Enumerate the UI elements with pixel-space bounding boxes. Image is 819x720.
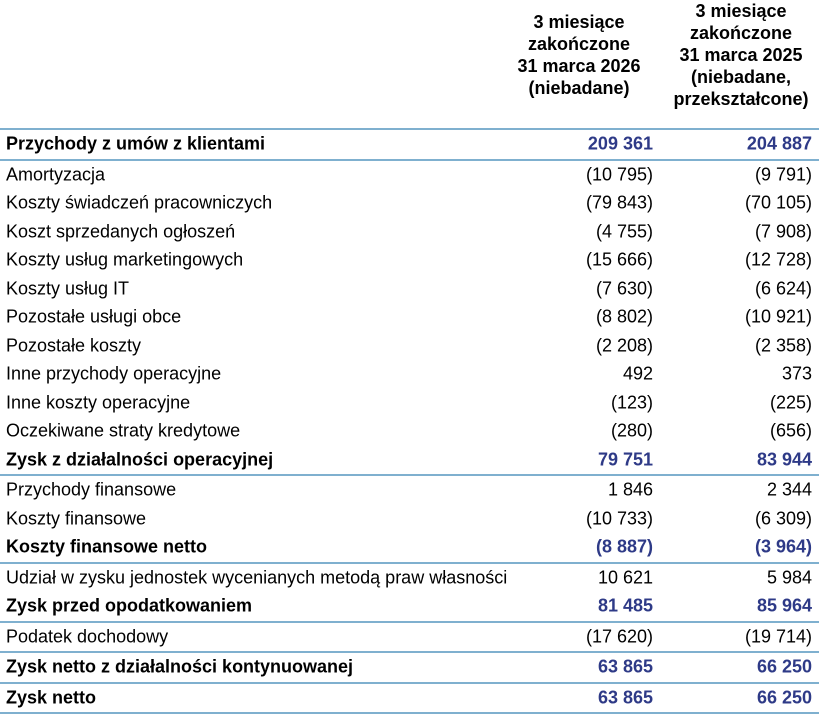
row-label: Inne koszty operacyjne (6, 392, 191, 413)
value-2025: (2 358) (754, 335, 812, 356)
row-label: Przychody z umów z klientami (6, 133, 266, 154)
value-2025: 204 887 (746, 133, 812, 154)
table-row (0, 621, 819, 652)
column-header-line: (niebadane, (690, 67, 792, 87)
row-label: Koszty usług IT (6, 278, 130, 299)
income-statement-table (0, 128, 819, 712)
row-label: Amortyzacja (6, 164, 106, 185)
table-row (0, 389, 819, 418)
value-2025: (7 908) (754, 221, 812, 242)
table-row (0, 332, 819, 361)
table-row (0, 218, 819, 247)
column-header-line: zakończone (527, 34, 631, 54)
value-2025: 5 984 (766, 567, 812, 588)
value-2025: (70 105) (744, 192, 812, 213)
column-header-2025 (662, 0, 819, 110)
value-2026: 209 361 (587, 133, 653, 154)
row-label: Pozostałe koszty (6, 335, 142, 356)
row-label: Koszty świadczeń pracowniczych (6, 192, 273, 213)
row-label: Zysk z działalności operacyjnej (6, 449, 274, 470)
table-row-total (0, 533, 819, 562)
row-label: Koszty finansowe (6, 508, 147, 529)
value-2026: (10 795) (585, 164, 653, 185)
value-2025: (225) (769, 392, 812, 413)
value-2026: 10 621 (597, 567, 653, 588)
row-label: Zysk przed opodatkowaniem (6, 595, 253, 616)
table-row (0, 505, 819, 534)
value-2025: (6 624) (754, 278, 812, 299)
value-2026: (17 620) (585, 626, 653, 647)
value-2026: 1 846 (607, 479, 653, 500)
table-row (0, 189, 819, 218)
value-2025: (10 921) (744, 306, 812, 327)
value-2025: (3 964) (754, 536, 812, 557)
value-2026: (7 630) (595, 278, 653, 299)
table-row (0, 417, 819, 446)
value-2025: 66 250 (756, 656, 812, 677)
row-label: Koszty finansowe netto (6, 536, 208, 557)
row-label: Podatek dochodowy (6, 626, 169, 647)
table-row (0, 159, 819, 190)
table-row-total (0, 128, 819, 159)
table-row (0, 562, 819, 593)
column-header-line: 3 miesiące (533, 12, 625, 32)
value-2025: 83 944 (756, 449, 812, 470)
table-row (0, 474, 819, 505)
value-2026: 63 865 (597, 656, 653, 677)
value-2026: (8 887) (595, 536, 653, 557)
value-2026: (123) (610, 392, 653, 413)
table-row (0, 275, 819, 304)
value-2025: (12 728) (744, 249, 812, 270)
value-2026: (4 755) (595, 221, 653, 242)
value-2025: 66 250 (756, 687, 812, 708)
column-header-line: 3 miesiące (695, 1, 787, 21)
row-label: Zysk netto (6, 687, 97, 708)
value-2025: (6 309) (754, 508, 812, 529)
row-label: Pozostałe usługi obce (6, 306, 182, 327)
table-header (0, 0, 819, 128)
row-label: Zysk netto z działalności kontynuowanej (6, 656, 354, 677)
column-header-line: zakończone (689, 23, 793, 43)
row-label: Koszty usług marketingowych (6, 249, 244, 270)
value-2026: 79 751 (597, 449, 653, 470)
value-2026: 492 (622, 363, 653, 384)
value-2025: 2 344 (766, 479, 812, 500)
column-header-line: przekształcone) (673, 89, 809, 109)
row-label: Inne przychody operacyjne (6, 363, 222, 384)
value-2026: (2 208) (595, 335, 653, 356)
value-2025: 373 (781, 363, 812, 384)
value-2025: (9 791) (754, 164, 812, 185)
table-row-total (0, 682, 819, 713)
table-bottom-rule (0, 712, 819, 714)
table-row-total (0, 592, 819, 621)
column-header-line: 31 marca 2026 (517, 56, 641, 76)
column-header-2026 (500, 11, 658, 99)
row-label: Udział w zysku jednostek wycenianych metodą praw własności (6, 567, 508, 588)
column-header-line: 31 marca 2025 (679, 45, 803, 65)
row-label: Koszt sprzedanych ogłoszeń (6, 221, 236, 242)
value-2026: (8 802) (595, 306, 653, 327)
value-2025: (656) (769, 420, 812, 441)
value-2025: 85 964 (756, 595, 812, 616)
table-row (0, 246, 819, 275)
value-2026: (10 733) (585, 508, 653, 529)
value-2026: 81 485 (597, 595, 653, 616)
row-label: Oczekiwane straty kredytowe (6, 420, 241, 441)
table-row (0, 303, 819, 332)
value-2025: (19 714) (744, 626, 812, 647)
column-header-line: (niebadane) (528, 78, 630, 98)
table-row-total (0, 446, 819, 475)
row-label: Przychody finansowe (6, 479, 177, 500)
table-row (0, 360, 819, 389)
value-2026: 63 865 (597, 687, 653, 708)
value-2026: (79 843) (585, 192, 653, 213)
table-row-total (0, 651, 819, 682)
value-2026: (15 666) (585, 249, 653, 270)
value-2026: (280) (610, 420, 653, 441)
